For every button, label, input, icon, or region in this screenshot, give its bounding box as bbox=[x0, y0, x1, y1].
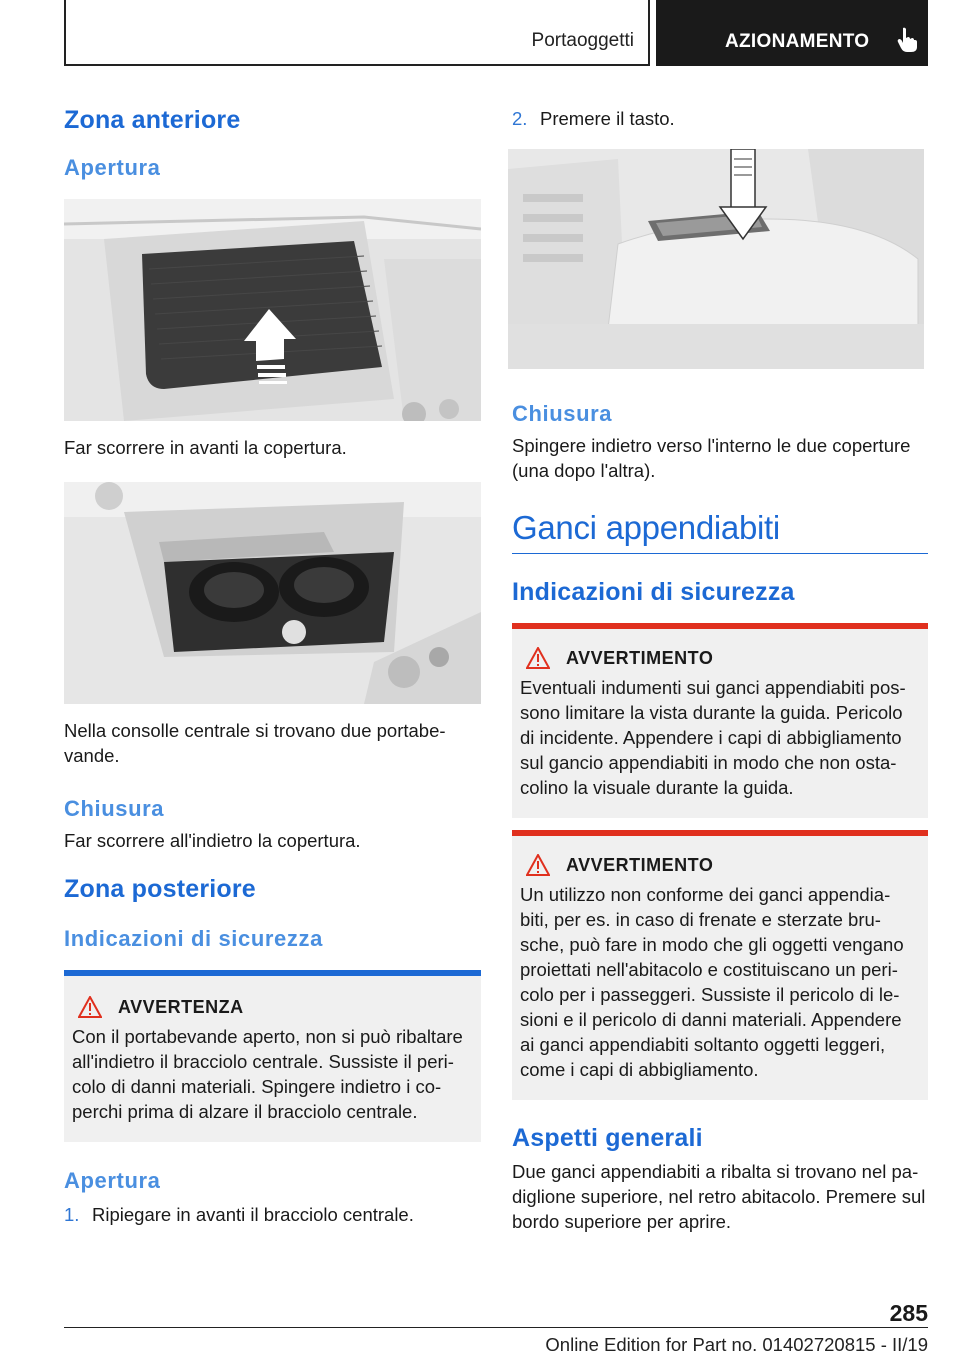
warning-triangle-icon bbox=[526, 647, 550, 669]
warning-box-hooks-2 bbox=[512, 830, 928, 1100]
heading-general: Aspetti generali bbox=[512, 1124, 703, 1152]
warning-title: AVVERTENZA bbox=[118, 996, 244, 1017]
step-number: 1. bbox=[64, 1204, 80, 1225]
figure-rear-armrest bbox=[508, 149, 924, 369]
heading-opening-rear: Apertura bbox=[64, 1168, 161, 1193]
heading-front-zone: Zona anteriore bbox=[64, 106, 241, 134]
text-closing-front: Far scorrere all'indietro la copertura. bbox=[64, 830, 361, 851]
header-section-title: Portaoggetti bbox=[531, 30, 634, 51]
text-general: Due ganci appendiabiti a ribalta si trovano nel pa- diglione superiore, nel retro abitacolo. Premere sul bordo superiore per aprire. bbox=[512, 1161, 926, 1232]
warning-triangle-icon bbox=[78, 996, 102, 1018]
warning-title: AVVERTIMENTO bbox=[566, 647, 714, 668]
heading-opening: Apertura bbox=[64, 155, 161, 180]
illustration-rear-armrest bbox=[508, 149, 924, 369]
figure-front-cover bbox=[64, 199, 481, 421]
warning-triangle-icon bbox=[526, 854, 550, 876]
illustration-console-cover bbox=[64, 199, 481, 421]
header-section-frame bbox=[64, 0, 650, 66]
step-number: 2. bbox=[512, 108, 528, 129]
heading-coat-hooks: Ganci appendiabiti bbox=[512, 509, 780, 546]
footer-rule bbox=[64, 1327, 928, 1328]
caption-cupholders: Nella consolle centrale si trovano due portabe- vande. bbox=[64, 720, 446, 766]
right-column bbox=[512, 100, 928, 1234]
figure-cupholders bbox=[64, 482, 481, 704]
warning-box-rear bbox=[64, 976, 481, 1142]
step-text: Ripiegare in avanti il bracciolo centrale. bbox=[92, 1204, 414, 1225]
warning-heading bbox=[72, 996, 473, 1018]
chapter-rule bbox=[512, 553, 928, 554]
text-closing-rear: Spingere indietro verso l'interno le due coperture (una dopo l'altra). bbox=[512, 435, 911, 481]
warning-box-hooks-1 bbox=[512, 623, 928, 818]
heading-closing-rear: Chiusura bbox=[512, 401, 613, 426]
pointing-hand-icon bbox=[896, 27, 918, 53]
heading-safety-rear: Indicazioni di sicurezza bbox=[64, 926, 323, 951]
header-chapter-title: AZIONAMENTO bbox=[725, 31, 870, 52]
warning-text: Un utilizzo non conforme dei ganci appendia- biti, per es. in caso di frenate e sterzate bru- sche, può fare in modo che gli oggetti vengano proiettati nell'abitacolo e costituiscano un peri- colo per i passeggeri. Sussiste il pericolo di le- sioni e il pericolo di danni materiali. Appendere ai ganci appendiabiti soltanto oggetti leggeri, come i capi di abbigliamento. bbox=[520, 884, 904, 1080]
caption-front-cover: Far scorrere in avanti la copertura. bbox=[64, 437, 347, 458]
warning-text: Eventuali indumenti sui ganci appendiabiti pos- sono limitare la vista durante la guida. Pericolo di incidente. Appendere i capi di abbigliamento sul gancio appendiabiti in modo che non osta- colino la visuale durante la guida. bbox=[520, 677, 906, 798]
warning-heading bbox=[520, 647, 920, 669]
footer-edition: Online Edition for Part no. 01402720815 - II/19 bbox=[545, 1334, 928, 1355]
step-1 bbox=[64, 1202, 481, 1227]
heading-closing-front: Chiusura bbox=[64, 796, 165, 821]
left-column bbox=[64, 100, 481, 1227]
warning-heading bbox=[520, 854, 920, 876]
warning-title: AVVERTIMENTO bbox=[566, 854, 714, 875]
header-chapter-tab bbox=[656, 0, 928, 66]
illustration-cupholders bbox=[64, 482, 481, 704]
heading-safety-hooks: Indicazioni di sicurezza bbox=[512, 578, 795, 606]
warning-text: Con il portabevande aperto, non si può ribaltare all'indietro il bracciolo centrale. Sussiste il peri- colo di danni materiali. Spingere indietro i co- perchi prima di alzare il bracciolo centrale. bbox=[72, 1026, 463, 1122]
page-number: 285 bbox=[889, 1300, 928, 1326]
step-text: Premere il tasto. bbox=[540, 108, 675, 129]
heading-rear-zone: Zona posteriore bbox=[64, 875, 256, 903]
step-2 bbox=[512, 106, 928, 131]
